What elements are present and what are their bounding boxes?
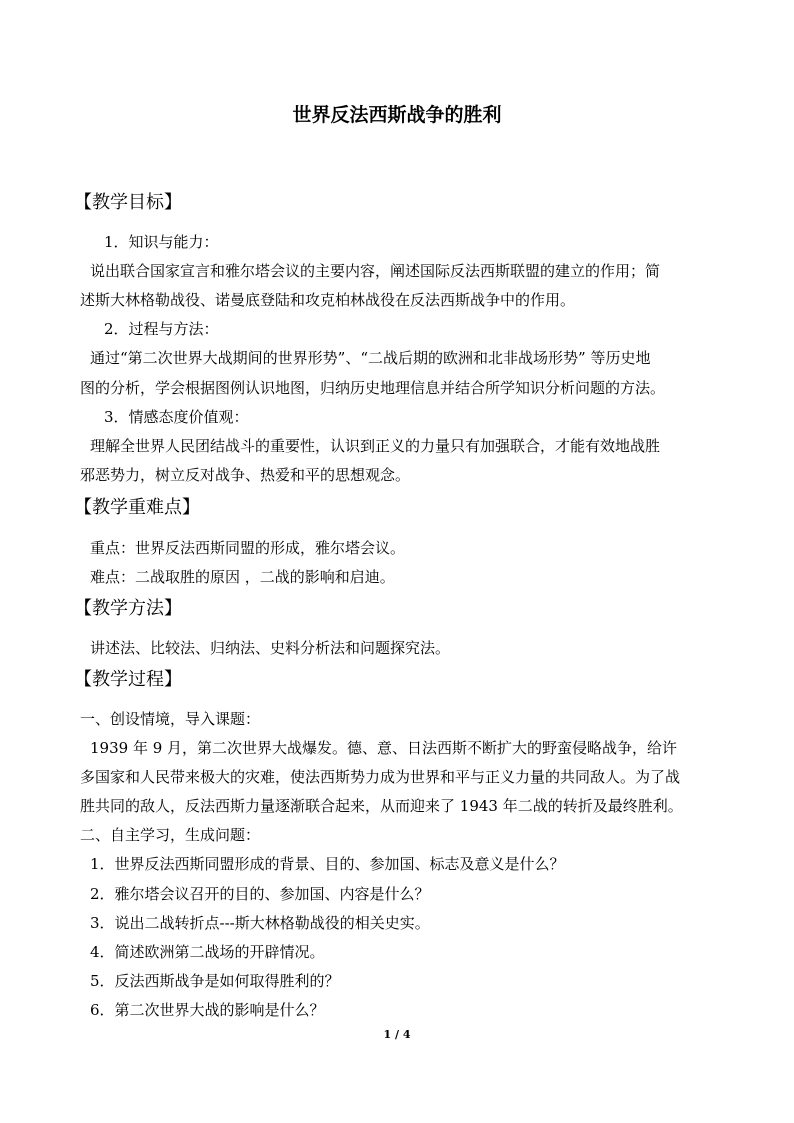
objective-3-heading: 3．情感态度价值观：: [104, 408, 249, 426]
objective-3-text-line-2: 邪恶势力，树立反对战争、热爱和平的思想观念。: [80, 466, 411, 484]
section-heading-objectives: 【教学目标】: [74, 192, 182, 213]
page-number: 1 / 4: [383, 1028, 411, 1041]
question-1: 1．世界反法西斯同盟形成的背景、目的、参加国、标志及意义是什么？: [90, 855, 565, 873]
process-step-1-heading: 一、创设情境，导入课题：: [80, 710, 261, 728]
keypoint-difficulty: 难点：二战取胜的原因 ，二战的影响和启迪。: [90, 568, 395, 586]
objective-2-heading: 2．过程与方法：: [104, 320, 219, 338]
section-heading-keypoints: 【教学重难点】: [74, 497, 200, 518]
question-3: 3．说出二战转折点---斯大林格勒战役的相关史实。: [90, 914, 430, 932]
objective-2-text-line-2: 图的分析，学会根据图例认识地图，归纳历史地理信息并结合所学知识分析问题的方法。: [80, 379, 666, 397]
objective-3-text-line-1: 理解全世界人民团结战斗的重要性，认识到正义的力量只有加强联合，才能有效地战胜: [90, 437, 661, 455]
objective-1-text-line-1: 说出联合国家宣言和雅尔塔会议的主要内容，阐述国际反法西斯联盟的建立的作用；简: [90, 262, 661, 280]
question-6: 6．第二次世界大战的影响是什么？: [90, 1001, 325, 1019]
process-step-1-text-line-2: 多国家和人民带来极大的灾难，使法西斯势力成为世界和平与正义力量的共同敌人。为了战: [80, 768, 681, 786]
objective-1-text-line-2: 述斯大林格勒战役、诺曼底登陆和攻克柏林战役在反法西斯战争中的作用。: [80, 291, 576, 309]
methods-text: 讲述法、比较法、归纳法、史料分析法和问题探究法。: [90, 639, 451, 657]
section-heading-process: 【教学过程】: [74, 669, 182, 690]
question-5: 5．反法西斯战争是如何取得胜利的？: [90, 972, 340, 990]
document-title: 世界反法西斯战争的胜利: [292, 104, 502, 126]
section-heading-methods: 【教学方法】: [74, 598, 182, 619]
question-4: 4．简述欧洲第二战场的开辟情况。: [90, 943, 325, 961]
objective-1-heading: 1．知识与能力：: [104, 233, 219, 251]
process-step-1-text-line-1: 1939 年 9 月，第二次世界大战爆发。德、意、日法西斯不断扩大的野蛮侵略战争，给许: [90, 739, 678, 757]
process-step-1-text-line-3: 胜共同的敌人，反法西斯力量逐渐联合起来，从而迎来了 1943 年二战的转折及最终胜利。: [80, 797, 683, 815]
keypoint-focus: 重点：世界反法西斯同盟的形成，雅尔塔会议。: [90, 539, 406, 557]
question-2: 2．雅尔塔会议召开的目的、参加国、内容是什么？: [90, 885, 430, 903]
objective-2-text-line-1: 通过“第二次世界大战期间的世界形势”、“二战后期的欧洲和北非战场形势” 等历史地: [90, 349, 651, 367]
process-step-2-heading: 二、自主学习，生成问题：: [80, 826, 261, 844]
